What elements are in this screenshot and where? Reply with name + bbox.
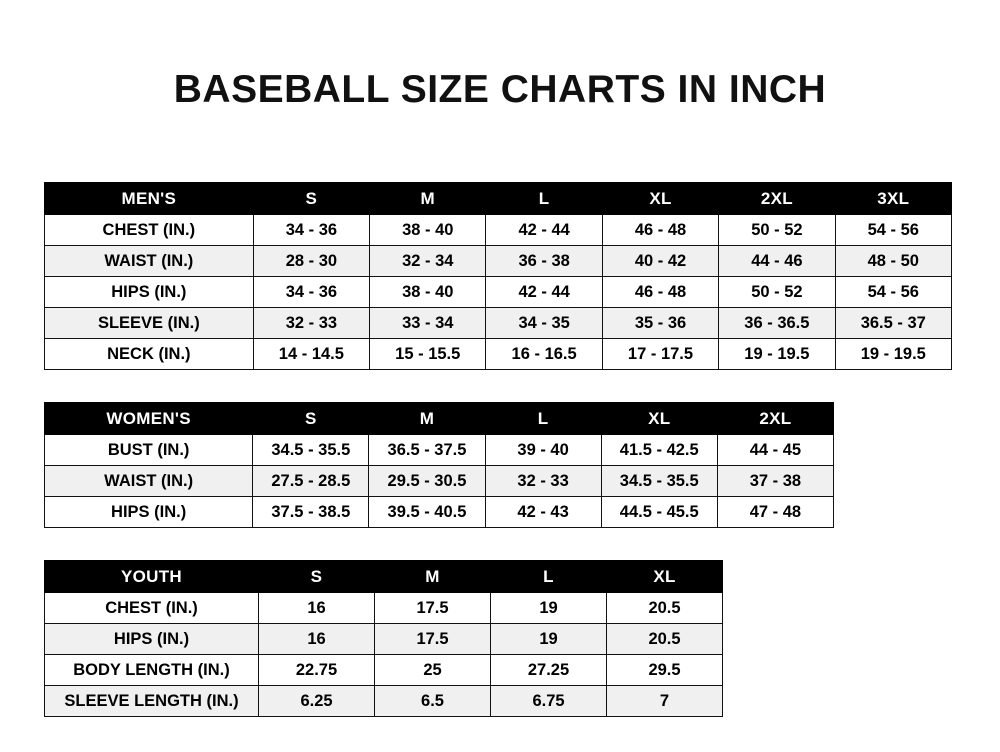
column-header: 3XL <box>835 183 951 215</box>
table-cell: 48 - 50 <box>835 246 951 277</box>
table-cell: 36 - 36.5 <box>719 308 835 339</box>
row-label: CHEST (IN.) <box>45 215 254 246</box>
column-header: M <box>369 403 485 435</box>
column-header: 2XL <box>717 403 833 435</box>
column-header: XL <box>601 403 717 435</box>
page-title: BASEBALL SIZE CHARTS IN INCH <box>173 68 827 111</box>
table-cell: 27.5 - 28.5 <box>253 466 369 497</box>
table-cell: 40 - 42 <box>602 246 718 277</box>
table-row <box>45 593 723 624</box>
table-row <box>45 246 952 277</box>
table-cell: 38 - 40 <box>370 215 486 246</box>
column-header: S <box>253 403 369 435</box>
table-cell: 42 - 44 <box>486 215 602 246</box>
table-cell: 35 - 36 <box>602 308 718 339</box>
column-header: S <box>259 561 375 593</box>
table-cell: 42 - 44 <box>486 277 602 308</box>
table-cell: 34.5 - 35.5 <box>601 466 717 497</box>
row-label: WAIST (IN.) <box>45 246 254 277</box>
table-cell: 29.5 - 30.5 <box>369 466 485 497</box>
table-cell: 46 - 48 <box>602 277 718 308</box>
table-cell: 33 - 34 <box>370 308 486 339</box>
table-cell: 50 - 52 <box>719 215 835 246</box>
column-header: L <box>485 403 601 435</box>
table-cell: 42 - 43 <box>485 497 601 528</box>
column-header: L <box>491 561 607 593</box>
table-cell: 19 - 19.5 <box>835 339 951 370</box>
row-label: NECK (IN.) <box>45 339 254 370</box>
table-row <box>45 215 952 246</box>
column-header: L <box>486 183 602 215</box>
table-cell: 39 - 40 <box>485 435 601 466</box>
table-cell: 22.75 <box>259 655 375 686</box>
table-cell: 16 <box>259 593 375 624</box>
table-cell: 17 - 17.5 <box>602 339 718 370</box>
column-header: 2XL <box>719 183 835 215</box>
table-cell: 17.5 <box>375 593 491 624</box>
table-cell: 44 - 46 <box>719 246 835 277</box>
table-cell: 32 - 34 <box>370 246 486 277</box>
table-row <box>45 277 952 308</box>
row-label: WAIST (IN.) <box>45 466 253 497</box>
table-row <box>45 339 952 370</box>
column-header: WOMEN'S <box>45 403 253 435</box>
column-header: M <box>375 561 491 593</box>
table-cell: 34.5 - 35.5 <box>253 435 369 466</box>
table-cell: 16 - 16.5 <box>486 339 602 370</box>
table-cell: 15 - 15.5 <box>370 339 486 370</box>
column-header: XL <box>607 561 723 593</box>
table-row <box>45 686 723 717</box>
table-cell: 37 - 38 <box>717 466 833 497</box>
table-row <box>45 497 834 528</box>
table-cell: 34 - 36 <box>253 215 369 246</box>
table-cell: 34 - 35 <box>486 308 602 339</box>
column-header: YOUTH <box>45 561 259 593</box>
table-cell: 7 <box>607 686 723 717</box>
table-cell: 44.5 - 45.5 <box>601 497 717 528</box>
table-cell: 47 - 48 <box>717 497 833 528</box>
table-header-row <box>45 183 952 215</box>
table-cell: 19 - 19.5 <box>719 339 835 370</box>
table-row <box>45 624 723 655</box>
womens-size-table <box>44 402 834 528</box>
table-row <box>45 655 723 686</box>
row-label: CHEST (IN.) <box>45 593 259 624</box>
table-row <box>45 308 952 339</box>
table-cell: 36.5 - 37 <box>835 308 951 339</box>
table-row <box>45 435 834 466</box>
table-cell: 39.5 - 40.5 <box>369 497 485 528</box>
table-cell: 27.25 <box>491 655 607 686</box>
youth-size-table <box>44 560 723 717</box>
row-label: SLEEVE (IN.) <box>45 308 254 339</box>
table-cell: 6.75 <box>491 686 607 717</box>
table-cell: 36 - 38 <box>486 246 602 277</box>
tables-container <box>44 182 956 749</box>
row-label: HIPS (IN.) <box>45 277 254 308</box>
table-cell: 32 - 33 <box>485 466 601 497</box>
table-cell: 6.5 <box>375 686 491 717</box>
table-cell: 19 <box>491 593 607 624</box>
mens-size-table <box>44 182 952 370</box>
table-cell: 46 - 48 <box>602 215 718 246</box>
table-header-row <box>45 561 723 593</box>
table-cell: 37.5 - 38.5 <box>253 497 369 528</box>
table-cell: 54 - 56 <box>835 215 951 246</box>
table-cell: 25 <box>375 655 491 686</box>
table-cell: 14 - 14.5 <box>253 339 369 370</box>
column-header: S <box>253 183 369 215</box>
table-cell: 19 <box>491 624 607 655</box>
table-cell: 20.5 <box>607 624 723 655</box>
row-label: BODY LENGTH (IN.) <box>45 655 259 686</box>
table-cell: 44 - 45 <box>717 435 833 466</box>
table-cell: 50 - 52 <box>719 277 835 308</box>
column-header: XL <box>602 183 718 215</box>
row-label: HIPS (IN.) <box>45 624 259 655</box>
column-header: M <box>370 183 486 215</box>
row-label: SLEEVE LENGTH (IN.) <box>45 686 259 717</box>
table-cell: 29.5 <box>607 655 723 686</box>
table-cell: 6.25 <box>259 686 375 717</box>
row-label: BUST (IN.) <box>45 435 253 466</box>
table-cell: 32 - 33 <box>253 308 369 339</box>
table-cell: 17.5 <box>375 624 491 655</box>
row-label: HIPS (IN.) <box>45 497 253 528</box>
table-cell: 36.5 - 37.5 <box>369 435 485 466</box>
table-cell: 41.5 - 42.5 <box>601 435 717 466</box>
table-row <box>45 466 834 497</box>
table-cell: 54 - 56 <box>835 277 951 308</box>
table-cell: 38 - 40 <box>370 277 486 308</box>
table-cell: 28 - 30 <box>253 246 369 277</box>
table-header-row <box>45 403 834 435</box>
table-cell: 34 - 36 <box>253 277 369 308</box>
table-cell: 16 <box>259 624 375 655</box>
column-header: MEN'S <box>45 183 254 215</box>
table-cell: 20.5 <box>607 593 723 624</box>
